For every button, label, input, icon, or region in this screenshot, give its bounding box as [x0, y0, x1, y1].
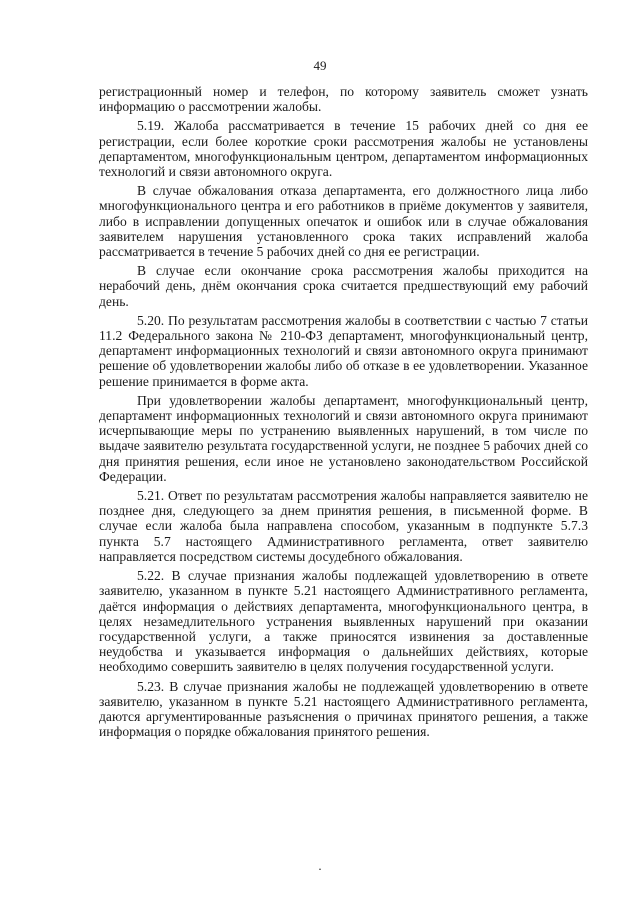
paragraph-5-21: 5.21. Ответ по результатам рассмотрения жалобы направляется заявителю не позднее дня, следующего за днем принятия решения, в письменной форме. В случае если жалоба была направлена способом, указанным в подпункте 5.7.3 пункта 5.7 настоящего Административного регламента, ответ заявителю направляется посредством системы досудебного обжалования. — [99, 488, 588, 564]
paragraph-5-20: 5.20. По результатам рассмотрения жалобы в соответствии с частью 7 статьи 11.2 Федерального закона № 210-ФЗ департамент, многофункциональный центр, департамент информационных технологий и связи автономного округа принимают решение об удовлетворении жалобы либо об отказе в ее удовлетворении. Указанное решение принимается в форме акта. — [99, 312, 588, 389]
paragraph-5-23: 5.23. В случае признания жалобы не подлежащей удовлетворению в ответе заявителю, указанном в пункте 5.21 настоящего Административного регламента, даются аргументированные разъяснения о причинах принятого решения, а также информация о порядке обжалования принятого решения. — [99, 678, 588, 740]
footer-mark: . — [318, 858, 322, 873]
page-number: 49 — [313, 58, 327, 73]
paragraph-nonworking-day: В случае если окончание срока рассмотрения жалобы приходится на нерабочий день, днём окончания срока считается предшествующий ему рабочий день. — [99, 263, 588, 309]
paragraph-5-19: 5.19. Жалоба рассматривается в течение 15 рабочих дней со дня ее регистрации, если более короткие сроки рассмотрения жалобы не установлены департаментом, многофункциональным центром, департаментом информационных технологий и связи автономного округа. — [99, 118, 588, 180]
document-body — [99, 84, 588, 743]
paragraph-continuation: регистрационный номер и телефон, по которому заявитель сможет узнать информацию о рассмотрении жалобы. — [99, 84, 588, 115]
paragraph-appeal-refusal: В случае обжалования отказа департамента, его должностного лица либо многофункционального центра и его работников в приёме документов у заявителя, либо в исправлении допущенных опечаток и ошибок или в случае обжалования заявителем нарушения установленного срока таких исправлений жалоба рассматривается в течение 5 рабочих дней со дня ее регистрации. — [99, 183, 588, 260]
paragraph-satisfaction: При удовлетворении жалобы департамент, многофункциональный центр, департамент информационных технологий и связи автономного округа принимают исчерпывающие меры по устранению выявленных нарушений, в том числе по выдаче заявителю результата государственной услуги, не позднее 5 рабочих дней со дня принятия решения, если иное не установлено законодательством Российской Федерации. — [99, 392, 588, 484]
paragraph-5-22: 5.22. В случае признания жалобы подлежащей удовлетворению в ответе заявителю, указанном в пункте 5.21 настоящего Административного регламента, даётся информация о действиях департамента, многофункционального центра, в целях незамедлительного устранения выявленных нарушений при оказании государственной услуги, а также приносятся извинения за доставленные неудобства и указывается информация о дальнейших действиях, которые необходимо совершить заявителю в целях получения государственной услуги. — [99, 568, 588, 675]
